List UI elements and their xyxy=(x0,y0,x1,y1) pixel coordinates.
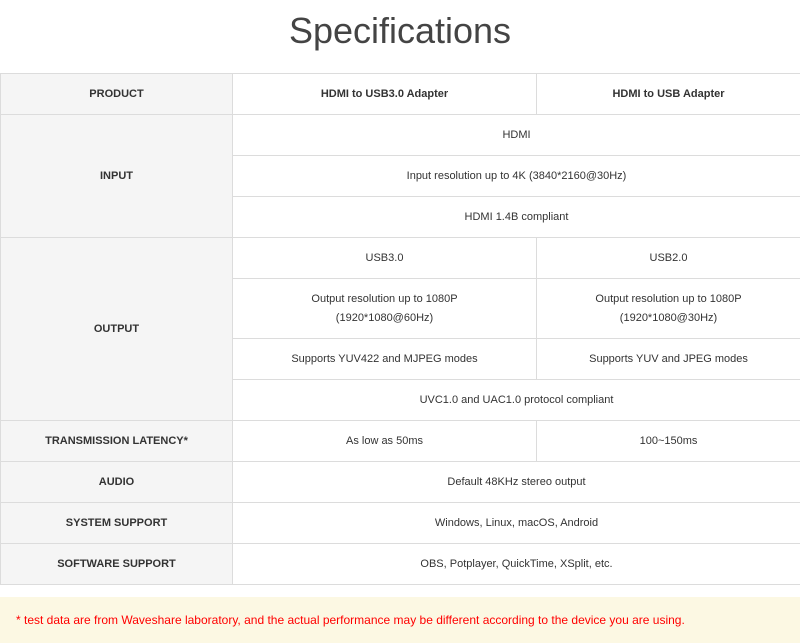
table-row-audio xyxy=(1,462,800,503)
table-row-software-support xyxy=(1,544,800,585)
product-col2-header: HDMI to USB Adapter xyxy=(537,74,800,115)
row-label-audio: AUDIO xyxy=(1,462,233,503)
row-label-system-support: SYSTEM SUPPORT xyxy=(1,503,233,544)
page-title: Specifications xyxy=(288,10,512,51)
row-label-input: INPUT xyxy=(1,115,233,238)
output-resolution-col2-line1: Output resolution up to 1080P xyxy=(595,292,742,305)
specifications-table xyxy=(0,73,800,585)
table-row-latency xyxy=(1,421,800,462)
output-modes-col2: Supports YUV and JPEG modes xyxy=(537,339,800,380)
table-row-input xyxy=(1,115,800,156)
table-row-output xyxy=(1,238,800,279)
product-col1-header: HDMI to USB3.0 Adapter xyxy=(233,74,537,115)
software-support-value: OBS, Potplayer, QuickTime, XSplit, etc. xyxy=(233,544,800,585)
audio-value: Default 48KHz stereo output xyxy=(233,462,800,503)
latency-col2: 100~150ms xyxy=(537,421,800,462)
row-label-output: OUTPUT xyxy=(1,238,233,421)
row-label-software-support: SOFTWARE SUPPORT xyxy=(1,544,233,585)
row-label-latency: TRANSMISSION LATENCY* xyxy=(1,421,233,462)
output-port-col1: USB3.0 xyxy=(233,238,537,279)
output-resolution-col2-line2: (1920*1080@30Hz) xyxy=(619,311,718,324)
table-row-product xyxy=(1,74,800,115)
output-resolution-col2 xyxy=(537,279,800,339)
output-resolution-col1-line2: (1920*1080@60Hz) xyxy=(335,311,434,324)
input-cell: HDMI 1.4B compliant xyxy=(233,197,800,238)
latency-col1: As low as 50ms xyxy=(233,421,537,462)
footnote: * test data are from Waveshare laboratory, and the actual performance may be different according to the device you are using. xyxy=(0,597,800,643)
output-protocol: UVC1.0 and UAC1.0 protocol compliant xyxy=(233,380,800,421)
input-cell: Input resolution up to 4K (3840*2160@30Hz) xyxy=(233,156,800,197)
output-resolution-col1-line1: Output resolution up to 1080P xyxy=(311,292,458,305)
system-support-value: Windows, Linux, macOS, Android xyxy=(233,503,800,544)
output-resolution-col1 xyxy=(233,279,537,339)
input-cell: HDMI xyxy=(233,115,800,156)
output-modes-col1: Supports YUV422 and MJPEG modes xyxy=(233,339,537,380)
row-label-product: PRODUCT xyxy=(1,74,233,115)
output-port-col2: USB2.0 xyxy=(537,238,800,279)
table-row-system-support xyxy=(1,503,800,544)
